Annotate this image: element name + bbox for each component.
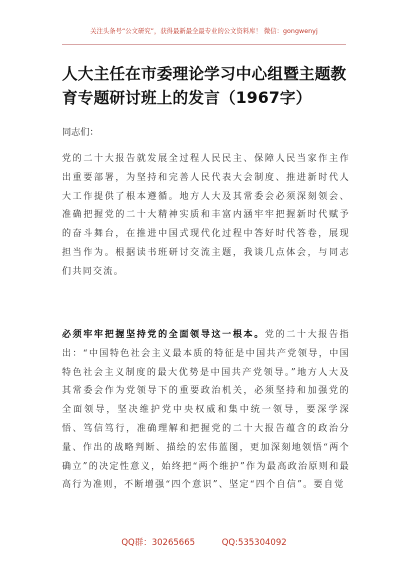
header-divider xyxy=(62,44,346,45)
footer-qq-group: QQ群：30265665 xyxy=(121,538,196,548)
document-title: 人大主任在市委理论学习中心组暨主题教育专题研讨班上的发言（1967字） xyxy=(62,65,347,107)
paragraph-lead-sentence: 必须牢牢把握坚持党的全面领导这一根本。 xyxy=(62,330,265,340)
header-banner: 关注头条号“公文研究”，获得最新最全最专业的公文资料库！ 微信：gongwenyj xyxy=(90,28,318,35)
salutation: 同志们： xyxy=(62,127,99,138)
paragraph-body: 党的二十大报告指出：“中国特色社会主义最本质的特征是中国共产党领导，中国特色社会主义制度的最大优势是中国共产党领导。”地方人大及其常委会作为党领导下的重要政治机关，必须坚持和加强党的全面领导，坚决维护党中央权威和集中统一领导，要深学深悟、笃信笃行，准确理解和把握党的二十大报告蕴含的政治分量、作出的战略判断、描绘的宏伟蓝图，更加深刻地领悟“两个确立”的决定性意义，始终把“两个维护”作为最高政治原则和最高行为准则，不断增强“四个意识”、坚定“四个自信”。要自觉 xyxy=(62,330,350,491)
footer-contact xyxy=(0,536,408,548)
footer-qq: QQ:535304092 xyxy=(221,538,287,548)
paragraph-intro: 党的二十大报告就发展全过程人民民主、保障人民当家作主作出重要部署，为坚持和完善人民代表大会制度、推进新时代人大工作提供了根本遵循。地方人大及其常委会必须深刻领会、准确把握党的二十大精神实质和丰富内涵牢牢把握新时代赋予的奋斗舞台，在推进中国式现代化过程中答好时代答卷，展现担当作为。根据读书班研讨交流主题，我谈几点体会，与同志们共同交流。 xyxy=(62,154,350,277)
paragraph-party-leadership xyxy=(62,326,350,495)
